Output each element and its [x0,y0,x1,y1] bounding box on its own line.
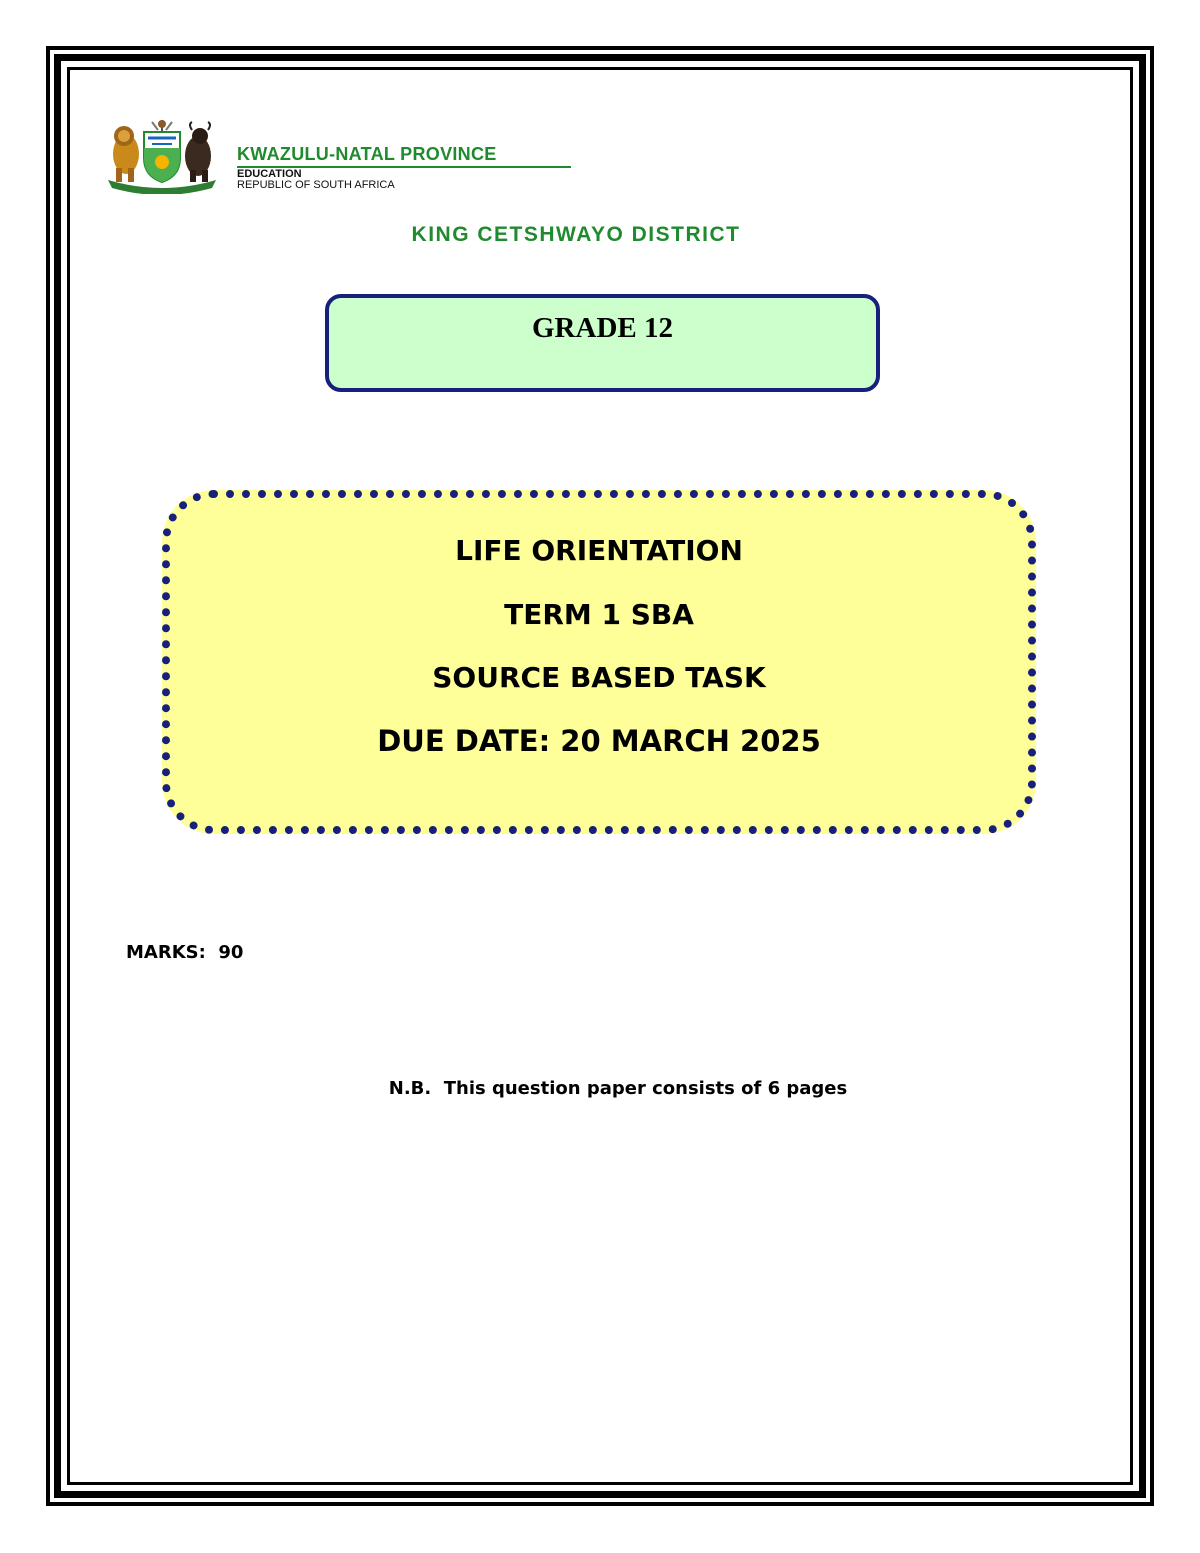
term-label: TERM 1 SBA [504,598,694,631]
department-logo [100,118,580,198]
grade-box [325,294,880,392]
coat-of-arms-icon [100,118,224,194]
province-name: KWAZULU-NATAL PROVINCE [237,144,497,164]
page-count-note: N.B. This question paper consists of 6 pages [388,1078,848,1099]
marks-label: MARKS: 90 [126,942,244,963]
subject-title: LIFE ORIENTATION [455,534,743,567]
country-name: REPUBLIC OF SOUTH AFRICA [237,179,395,191]
grade-label: GRADE 12 [532,312,673,344]
department-name: EDUCATION [237,168,302,180]
district-title: KING CETSHWAYO DISTRICT [411,223,741,246]
subject-box [162,490,1036,834]
task-label: SOURCE BASED TASK [432,661,766,694]
due-date: DUE DATE: 20 MARCH 2025 [377,724,821,758]
